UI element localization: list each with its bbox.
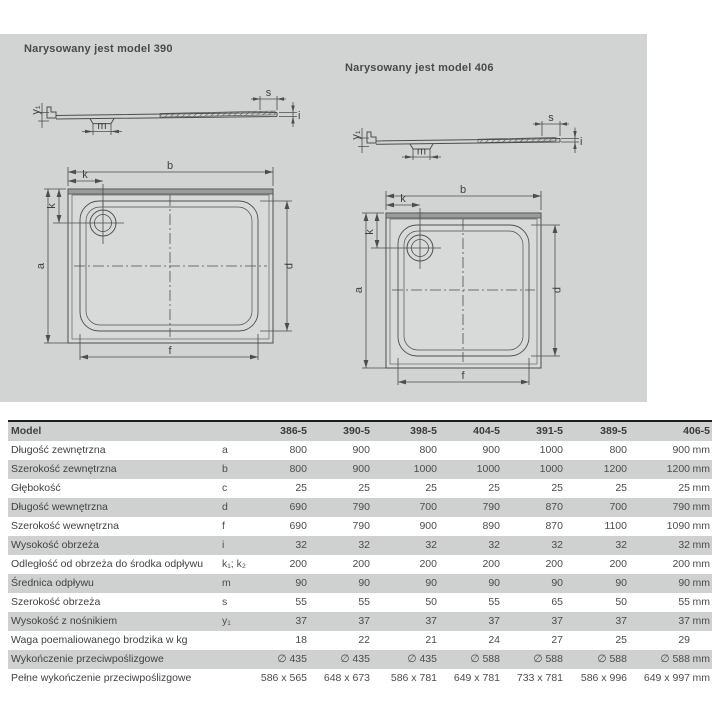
dim-label-a: a (353, 286, 365, 294)
row-unit: mm (692, 463, 710, 475)
row-label: Wysokość obrzeża (8, 536, 220, 555)
row-symbol: s (222, 596, 228, 608)
caption-model-406: Narysowany jest model 406 (345, 62, 494, 74)
row-value: 25 (551, 482, 563, 494)
dim-label-b: b (459, 184, 467, 196)
dim-label-y1: y₁ (30, 105, 42, 115)
row-value: 200 (609, 558, 627, 570)
row-value: 200 (672, 558, 690, 570)
row-value: 65 (551, 596, 563, 608)
rim-edge (367, 132, 376, 143)
row-value: 900 (672, 444, 690, 456)
row-label: Długość zewnętrzna (11, 444, 106, 456)
table-row (8, 536, 712, 555)
row-value: 25 (425, 482, 437, 494)
table-row (8, 498, 712, 517)
row-value: 55 (295, 596, 307, 608)
row-value: 586 x 996 (580, 672, 627, 684)
row-unit: mm (692, 596, 710, 608)
dim-label-k: k (82, 169, 88, 181)
row-value: 800 (289, 444, 307, 456)
row-label: Głębokość (11, 482, 61, 494)
row-value: 21 (425, 634, 437, 646)
row-value: 37 (678, 615, 690, 627)
row-value: 22 (358, 634, 370, 646)
row-value: ∅ 435 (375, 650, 442, 669)
row-symbol (220, 650, 252, 669)
row-value: 25 (488, 482, 500, 494)
row-value: 790 (312, 498, 375, 517)
table-row (8, 650, 712, 669)
row-value: 870 (505, 498, 568, 517)
row-value-with-unit (632, 441, 712, 460)
row-value: 37 (442, 612, 505, 631)
row-unit: mm (692, 672, 710, 684)
row-value-with-unit (632, 574, 712, 593)
row-value-with-unit (632, 612, 712, 631)
row-value-with-unit (632, 669, 712, 688)
row-unit: mm (692, 520, 710, 532)
dim-label-b: b (166, 160, 174, 172)
row-value: 200 (482, 558, 500, 570)
row-label: Wykończenie przeciwpoślizgowe (8, 650, 220, 669)
dim-label-m: m (97, 120, 107, 132)
row-value: 25 (678, 482, 690, 494)
row-value: 586 x 565 (260, 672, 307, 684)
row-value: ∅ 588 (660, 653, 690, 665)
row-value-with-unit (632, 536, 712, 555)
row-value: 24 (488, 634, 500, 646)
row-value: 1000 (539, 444, 563, 456)
row-value: 890 (482, 520, 500, 532)
dim-label-i: i (580, 136, 583, 148)
table-header-col: 390-5 (312, 421, 375, 441)
row-unit: mm (692, 558, 710, 570)
dim-label-f: f (461, 370, 465, 382)
row-value: 690 (289, 520, 307, 532)
row-value: 32 (568, 536, 632, 555)
row-value-with-unit (632, 555, 712, 574)
row-value: 90 (312, 574, 375, 593)
row-symbol (220, 669, 252, 688)
tray-rim-band (68, 189, 273, 194)
row-value: 1200 (568, 460, 632, 479)
spec-table-body (8, 441, 712, 688)
row-value: 800 (252, 460, 312, 479)
row-value: 870 (545, 520, 563, 532)
row-value: 37 (505, 612, 568, 631)
row-value-with-unit (632, 517, 712, 536)
row-unit: mm (692, 539, 710, 551)
row-value: 32 (442, 536, 505, 555)
row-value: 25 (615, 482, 627, 494)
row-label: Odległość od obrzeża do środka odpływu (11, 558, 204, 570)
row-label: Długość wewnętrzna (8, 498, 220, 517)
row-value: 37 (252, 612, 312, 631)
row-symbol: d (220, 498, 252, 517)
table-row (8, 460, 712, 479)
row-value: 29 (678, 634, 690, 646)
row-value: 37 (312, 612, 375, 631)
dim-label-i: i (298, 110, 301, 122)
row-value: 55 (358, 596, 370, 608)
row-value: 900 (482, 444, 500, 456)
caption-model-390: Narysowany jest model 390 (24, 43, 173, 55)
row-symbol (220, 631, 252, 650)
row-value: 200 (289, 558, 307, 570)
dim-label-a: a (35, 262, 47, 270)
table-row (8, 517, 712, 536)
spec-table-head (8, 421, 712, 441)
row-value: 90 (252, 574, 312, 593)
row-symbol: f (222, 520, 225, 532)
table-header-col: 404-5 (442, 421, 505, 441)
dim-label-d: d (283, 262, 296, 270)
row-value: 800 (419, 444, 437, 456)
antislip-hatch (160, 111, 275, 117)
table-header-col: 406-5 (632, 421, 712, 441)
row-value: ∅ 588 (442, 650, 505, 669)
row-symbol: i (220, 536, 252, 555)
row-value: 648 x 673 (323, 672, 370, 684)
dim-label-d: d (551, 286, 564, 294)
side-view-390 (38, 96, 297, 135)
row-value: 900 (352, 444, 370, 456)
row-unit: mm (692, 577, 710, 589)
row-value: 1000 (375, 460, 442, 479)
row-value: 90 (442, 574, 505, 593)
table-header-row (8, 421, 712, 441)
row-value: 27 (551, 634, 563, 646)
row-value: 90 (505, 574, 568, 593)
row-symbol: b (220, 460, 252, 479)
row-value: 690 (252, 498, 312, 517)
spec-table (8, 420, 712, 688)
row-symbol: c (222, 482, 228, 494)
row-value-with-unit (632, 631, 712, 650)
row-unit: mm (692, 444, 710, 456)
drawing-panel (0, 34, 647, 402)
row-value: 37 (375, 612, 442, 631)
row-symbol: k₁; k₂ (222, 558, 246, 570)
row-value-with-unit (632, 498, 712, 517)
table-header-col: 398-5 (375, 421, 442, 441)
row-label: Pełne wykończenie przeciwpoślizgowe (11, 672, 192, 684)
row-value: 586 x 781 (390, 672, 437, 684)
row-value: 1200 (666, 463, 690, 475)
row-value: 1100 (604, 520, 627, 532)
row-value: ∅ 435 (252, 650, 312, 669)
table-row (8, 593, 712, 612)
row-value: 200 (352, 558, 370, 570)
row-value: 1090 (666, 520, 690, 532)
row-value: 200 (419, 558, 437, 570)
row-value: 50 (615, 596, 627, 608)
row-value: 1000 (505, 460, 568, 479)
row-value-with-unit (632, 650, 712, 669)
tray-rim-band (386, 213, 541, 218)
row-label: Wysokość z nośnikiem (8, 612, 220, 631)
row-value: 55 (678, 596, 690, 608)
row-value: 25 (295, 482, 307, 494)
row-value: 790 (442, 498, 505, 517)
table-row (8, 574, 712, 593)
row-value: ∅ 588 (505, 650, 568, 669)
row-value: 800 (609, 444, 627, 456)
row-label: Szerokość obrzeża (11, 596, 101, 608)
table-row (8, 479, 712, 498)
row-unit: mm (692, 653, 710, 665)
row-value: 733 x 781 (516, 672, 563, 684)
dim-label-k: k (400, 193, 406, 205)
row-value: 90 (678, 577, 690, 589)
row-label: Szerokość zewnętrzna (8, 460, 220, 479)
row-label: Szerokość wewnętrzna (11, 520, 119, 532)
table-header-col: 389-5 (568, 421, 632, 441)
table-header-col: 386-5 (252, 421, 312, 441)
side-view-406 (358, 121, 579, 160)
row-value: 790 (672, 501, 690, 513)
row-unit: mm (692, 501, 710, 513)
row-unit: mm (692, 615, 710, 627)
row-label: Waga poemaliowanego brodzika w kg (11, 634, 188, 646)
plan-view-406 (362, 191, 560, 385)
row-value: 18 (295, 634, 307, 646)
row-value: 25 (358, 482, 370, 494)
row-value: 649 x 781 (453, 672, 500, 684)
row-value-with-unit (632, 460, 712, 479)
row-value: 32 (312, 536, 375, 555)
tray-outline (386, 213, 541, 368)
row-value: ∅ 435 (312, 650, 375, 669)
row-value: 32 (375, 536, 442, 555)
row-value: 900 (312, 460, 375, 479)
dim-label-s: s (265, 87, 272, 99)
row-value: ∅ 588 (568, 650, 632, 669)
drawing-model-406 (350, 108, 650, 400)
row-value: 1000 (442, 460, 505, 479)
table-row (8, 669, 712, 688)
table-header-model: Model (8, 421, 252, 441)
row-value: 649 x 997 (643, 672, 690, 684)
table-row (8, 441, 712, 460)
dim-label-k: k (46, 203, 58, 209)
dim-label-m: m (416, 145, 427, 158)
row-value: 90 (568, 574, 632, 593)
row-unit: mm (692, 482, 710, 494)
dim-label-f: f (168, 345, 172, 357)
drawing-model-390 (30, 87, 315, 378)
plan-view-390 (44, 167, 292, 360)
row-value: 700 (568, 498, 632, 517)
row-value: 50 (425, 596, 437, 608)
row-value: 900 (419, 520, 437, 532)
row-value: 55 (488, 596, 500, 608)
row-symbol: m (220, 574, 252, 593)
table-row (8, 612, 712, 631)
table-row (8, 631, 712, 650)
row-value: 37 (568, 612, 632, 631)
row-value: 90 (375, 574, 442, 593)
row-value: 25 (615, 634, 627, 646)
table-row (8, 555, 712, 574)
row-value: 700 (375, 498, 442, 517)
dim-label-y1: y₁ (350, 130, 362, 140)
row-value-with-unit (632, 593, 712, 612)
row-symbol: y₁ (220, 612, 252, 631)
row-label: Średnica odpływu (8, 574, 220, 593)
dim-label-k: k (364, 229, 376, 235)
dim-label-s: s (548, 112, 554, 124)
table-header-col: 391-5 (505, 421, 568, 441)
row-value-with-unit (632, 479, 712, 498)
row-value: 32 (252, 536, 312, 555)
row-symbol: a (222, 444, 228, 456)
row-value: 790 (352, 520, 370, 532)
row-value: 32 (678, 539, 690, 551)
row-value: 32 (505, 536, 568, 555)
row-value: 200 (545, 558, 563, 570)
